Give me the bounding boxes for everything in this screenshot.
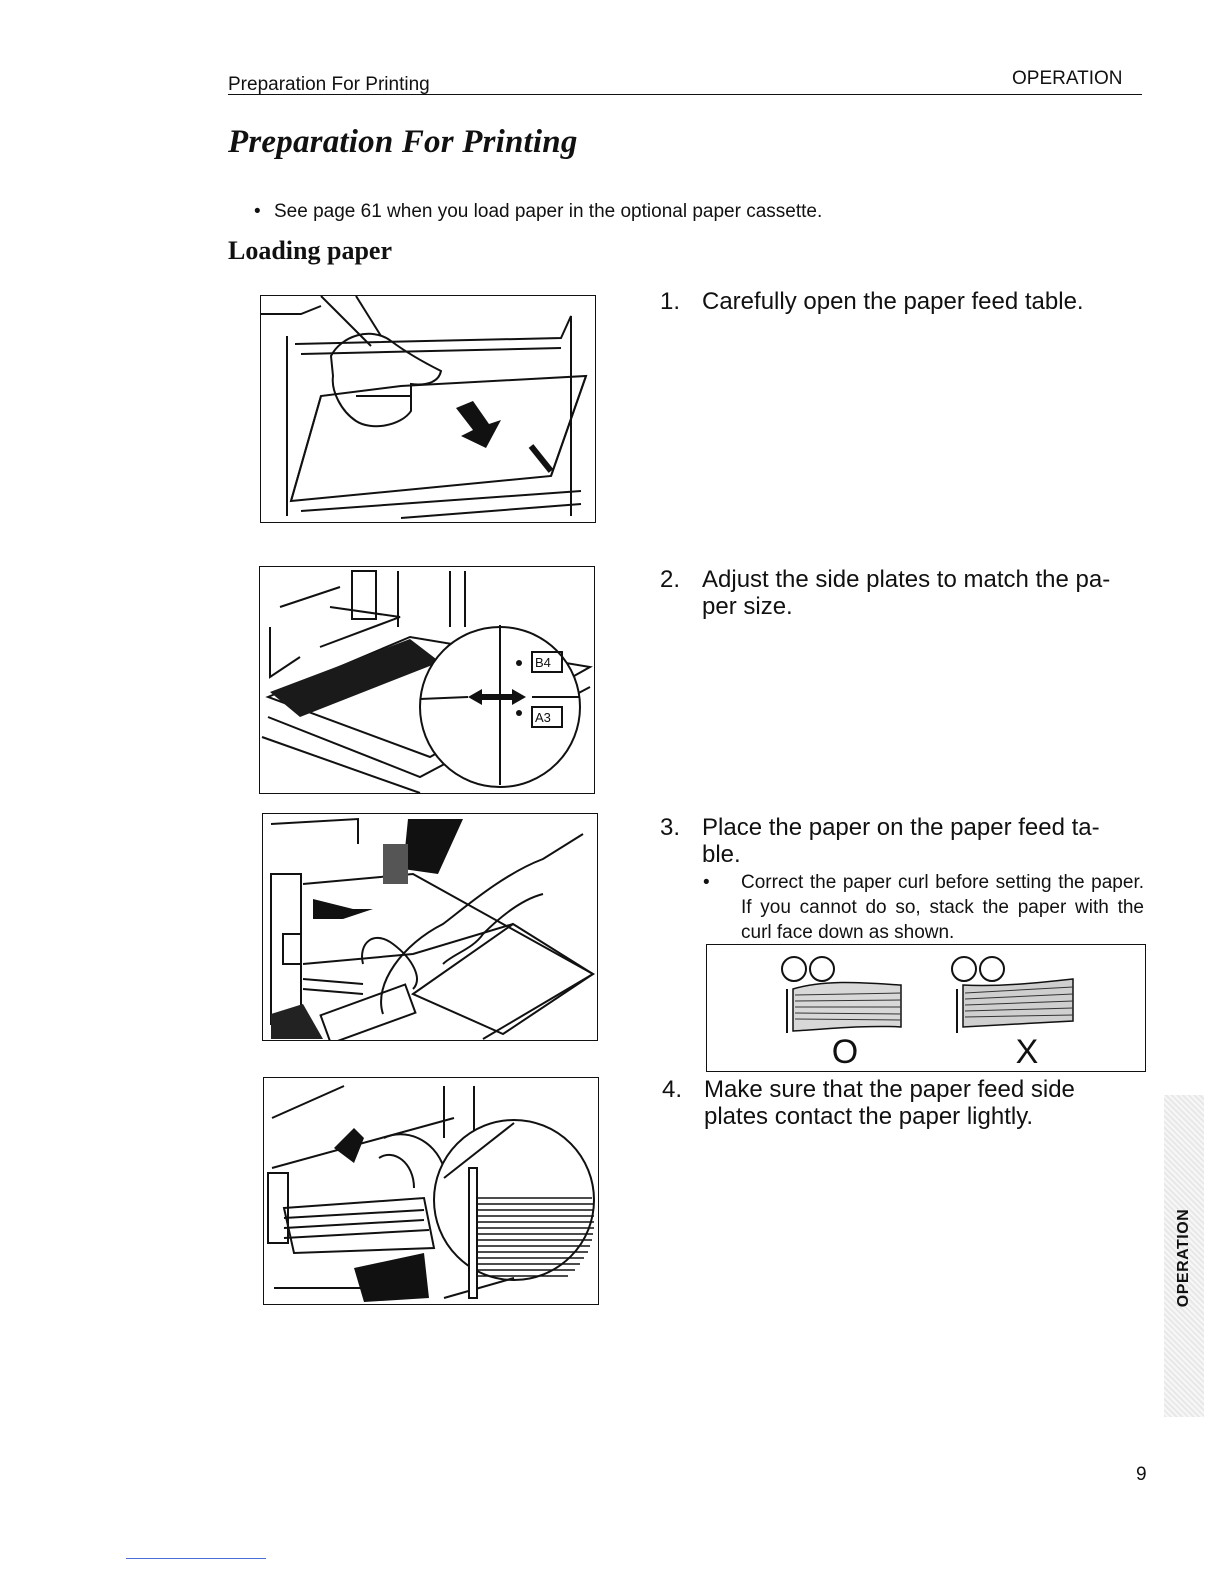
step-3-number: 3.: [660, 814, 681, 841]
step-2-text: Adjust the side plates to match the pa- per size.: [702, 566, 1111, 620]
illustration-open-feed-table: [260, 295, 596, 523]
illustration-side-plates: [259, 566, 595, 794]
bullet-icon: •: [703, 872, 710, 893]
step-1-number: 1.: [660, 288, 681, 315]
running-header-section: Preparation For Printing: [228, 74, 430, 95]
curl-ok-mark: O: [831, 1033, 859, 1071]
page-title: Preparation For Printing: [228, 124, 578, 160]
section-title: Loading paper: [228, 236, 392, 265]
page-number: 9: [1136, 1464, 1147, 1485]
illustration-side-plates-contact: [263, 1077, 599, 1305]
intro-note-text: See page 61 when you load paper in the optional paper cassette.: [274, 201, 823, 222]
step-4-number: 4.: [662, 1076, 683, 1103]
curl-ng-mark: X: [1015, 1033, 1039, 1071]
step-2-number: 2.: [660, 566, 681, 593]
step-4: [662, 1076, 1146, 1157]
step-3-bullet-text: Correct the paper curl before setting the paper. If you cannot do so, stack the paper with the curl face down as shown.: [741, 872, 1144, 943]
size-label-upper: B4: [535, 655, 551, 670]
header-rule: [228, 94, 1142, 95]
footer-mark: [126, 1558, 266, 1559]
step-1-text: Carefully open the paper feed table.: [702, 288, 1084, 315]
illustration-curl-comparison: [706, 944, 1146, 1072]
illustration-place-paper: [262, 813, 598, 1041]
bullet-icon: •: [254, 201, 261, 222]
chapter-side-tab-label: OPERATION: [1175, 1208, 1192, 1308]
intro-note: [254, 201, 822, 223]
step-3-text: Place the paper on the paper feed ta- ble.: [702, 814, 1100, 868]
step-2: [660, 566, 1150, 647]
size-label-lower: A3: [535, 710, 551, 725]
running-header-chapter: OPERATION: [1012, 68, 1123, 89]
step-4-text: Make sure that the paper feed side plates contact the paper lightly.: [704, 1076, 1075, 1130]
step-3-bullet: [703, 870, 1144, 945]
